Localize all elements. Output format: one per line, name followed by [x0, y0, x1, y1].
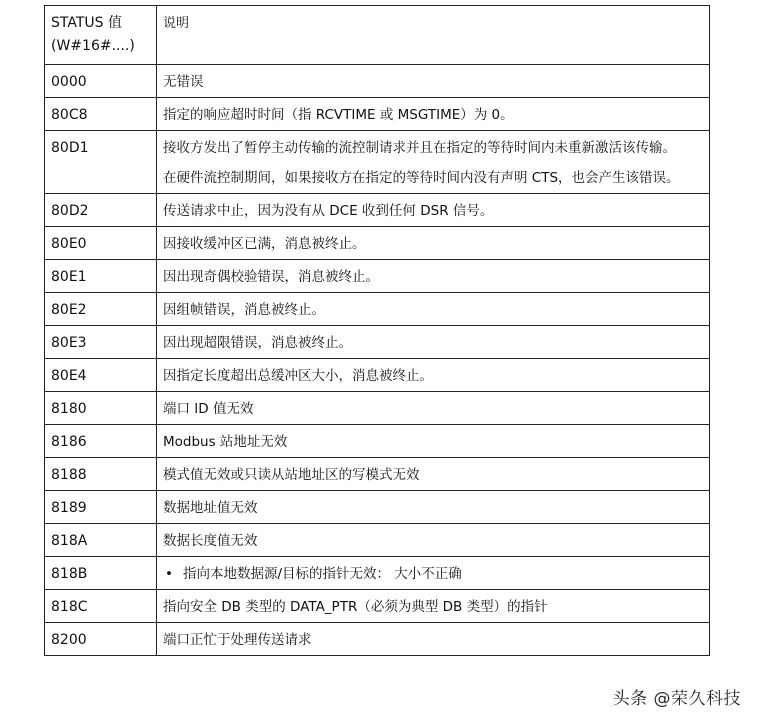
description-line: 无错误	[163, 74, 204, 90]
description-line: 因指定长度超出总缓冲区大小，消息被终止。	[163, 368, 433, 384]
status-code-cell: 8186	[45, 425, 157, 458]
table-row	[45, 491, 710, 524]
description-cell	[157, 590, 710, 623]
table-row	[45, 227, 710, 260]
description-text	[163, 165, 703, 191]
description-cell	[157, 65, 710, 98]
description-text	[163, 528, 703, 554]
description-text	[163, 69, 703, 95]
description-text	[163, 198, 703, 224]
description-line: 因接收缓冲区已满，消息被终止。	[163, 236, 366, 252]
table-row	[45, 590, 710, 623]
description-line: 端口 ID 值无效	[163, 401, 254, 417]
status-code-cell: 80E4	[45, 359, 157, 392]
description-line: Modbus 站地址无效	[163, 434, 288, 450]
table-row	[45, 524, 710, 557]
description-cell	[157, 260, 710, 293]
status-table	[44, 5, 710, 656]
table-row	[45, 458, 710, 491]
status-code-cell: 0000	[45, 65, 157, 98]
header-status-code	[45, 6, 157, 65]
description-line: 因出现奇偶校验错误，消息被终止。	[163, 269, 379, 285]
description-text	[163, 363, 703, 389]
description-line: 数据长度值无效	[163, 533, 258, 549]
table-row	[45, 131, 710, 194]
status-code-cell: 8200	[45, 623, 157, 656]
table-header-row	[45, 6, 710, 65]
description-text	[163, 297, 703, 323]
status-code-cell: 80E0	[45, 227, 157, 260]
description-cell	[157, 326, 710, 359]
description-cell	[157, 491, 710, 524]
description-line: 指向本地数据源/目标的指针无效： 大小不正确	[182, 566, 462, 582]
description-text	[163, 330, 703, 356]
description-cell	[157, 98, 710, 131]
header-status-line1: STATUS 值	[51, 15, 122, 31]
description-text	[163, 627, 703, 653]
table-body	[45, 65, 710, 656]
status-code-cell: 818B	[45, 557, 157, 590]
description-cell	[157, 425, 710, 458]
description-text	[163, 462, 703, 488]
header-description: 说明	[157, 6, 710, 65]
status-code-cell: 80D1	[45, 131, 157, 194]
description-text	[163, 396, 703, 422]
description-line: 模式值无效或只读从站地址区的写模式无效	[163, 467, 420, 483]
table-row	[45, 623, 710, 656]
table-row	[45, 425, 710, 458]
table-row	[45, 293, 710, 326]
table-row	[45, 326, 710, 359]
table-row	[45, 65, 710, 98]
status-code-cell: 80E1	[45, 260, 157, 293]
description-text	[163, 102, 703, 128]
description-cell	[157, 359, 710, 392]
table-row	[45, 194, 710, 227]
description-line: 指向安全 DB 类型的 DATA_PTR（必须为典型 DB 类型）的指针	[163, 599, 548, 615]
header-status-line2: (W#16#....)	[51, 38, 135, 54]
description-text	[163, 264, 703, 290]
status-code-cell: 8188	[45, 458, 157, 491]
table-row	[45, 359, 710, 392]
description-cell	[157, 557, 710, 590]
description-cell	[157, 293, 710, 326]
status-code-cell: 80E2	[45, 293, 157, 326]
description-cell	[157, 392, 710, 425]
status-code-cell: 8180	[45, 392, 157, 425]
description-line: 传送请求中止，因为没有从 DCE 收到任何 DSR 信号。	[163, 203, 494, 219]
description-line: 在硬件流控制期间，如果接收方在指定的等待时间内没有声明 CTS，也会产生该错误。	[163, 170, 680, 186]
description-cell	[157, 131, 710, 194]
description-text	[163, 429, 703, 455]
status-code-cell: 818A	[45, 524, 157, 557]
table-row	[45, 260, 710, 293]
description-line: 因出现超限错误，消息被终止。	[163, 335, 352, 351]
status-code-cell: 80C8	[45, 98, 157, 131]
table-row	[45, 557, 710, 590]
description-line: 端口正忙于处理传送请求	[163, 632, 312, 648]
description-cell	[157, 623, 710, 656]
description-cell	[157, 458, 710, 491]
watermark: 头条 @荣久科技	[612, 689, 741, 709]
description-cell	[157, 524, 710, 557]
bullet-icon: •	[165, 566, 173, 582]
status-code-cell: 818C	[45, 590, 157, 623]
description-text	[163, 135, 703, 161]
description-text	[163, 561, 703, 587]
description-line: 指定的响应超时时间（指 RCVTIME 或 MSGTIME）为 0。	[163, 107, 514, 123]
description-text	[163, 231, 703, 257]
description-cell	[157, 194, 710, 227]
description-line: 接收方发出了暂停主动传输的流控制请求并且在指定的等待时间内未重新激活该传输。	[163, 140, 676, 156]
status-code-cell: 80D2	[45, 194, 157, 227]
table-row	[45, 98, 710, 131]
status-code-cell: 80E3	[45, 326, 157, 359]
description-text	[163, 495, 703, 521]
description-cell	[157, 227, 710, 260]
description-text	[163, 594, 703, 620]
status-code-cell: 8189	[45, 491, 157, 524]
description-line: 因组帧错误，消息被终止。	[163, 302, 325, 318]
description-line: 数据地址值无效	[163, 500, 258, 516]
table-row	[45, 392, 710, 425]
